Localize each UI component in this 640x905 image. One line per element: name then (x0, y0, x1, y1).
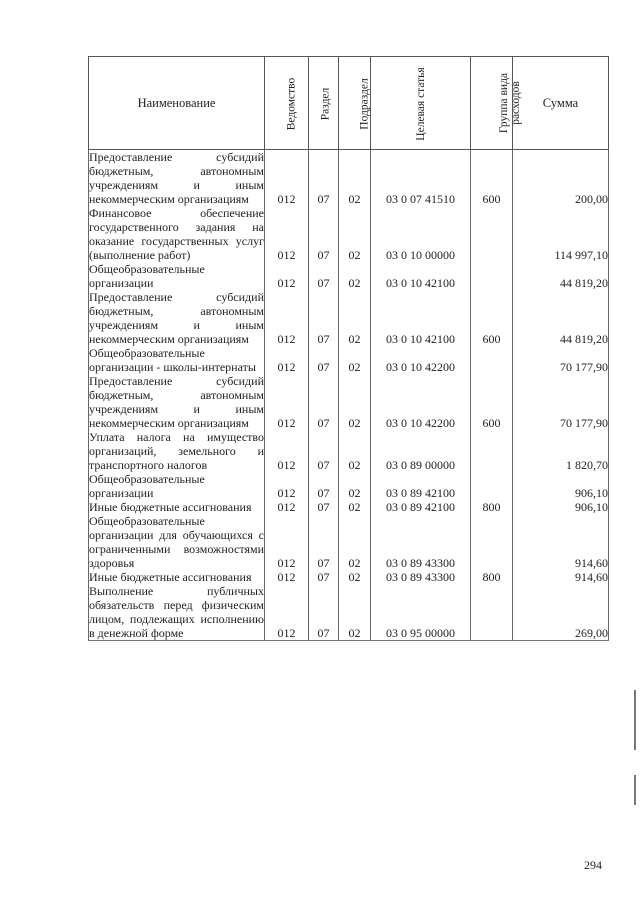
scan-edge-mark (634, 775, 636, 805)
page-number: 294 (584, 858, 602, 872)
row-target-item: 03 0 10 42200 (371, 346, 471, 374)
row-section: 07 (309, 500, 339, 514)
row-department: 012 (265, 570, 309, 584)
row-amount: 1 820,70 (513, 430, 609, 472)
table-row (89, 500, 609, 514)
row-department: 012 (265, 346, 309, 374)
row-subsection: 02 (339, 430, 371, 472)
row-section: 07 (309, 346, 339, 374)
header-department: Ведомство (265, 57, 309, 150)
row-department: 012 (265, 584, 309, 641)
header-subsection: Подраздел (339, 57, 371, 150)
row-expense-group: 600 (471, 374, 513, 430)
row-target-item: 03 0 89 42100 (371, 472, 471, 500)
row-subsection: 02 (339, 206, 371, 262)
row-subsection: 02 (339, 584, 371, 641)
row-name: Общеобразовательные организации для обучающихся с ограниченными возможностями здоровья (89, 514, 264, 570)
row-expense-group: 800 (471, 500, 513, 514)
row-target-item: 03 0 07 41510 (371, 150, 471, 207)
row-department: 012 (265, 290, 309, 346)
row-name: Уплата налога на имущество организаций, земельного и транспортного налогов (89, 430, 264, 472)
row-subsection: 02 (339, 346, 371, 374)
row-subsection: 02 (339, 570, 371, 584)
header-amount: Сумма (513, 57, 609, 150)
table-row (89, 150, 609, 207)
row-name: Общеобразовательные организации (89, 262, 265, 290)
row-expense-group (471, 430, 513, 472)
row-subsection: 02 (339, 514, 371, 570)
row-amount: 906,10 (513, 472, 609, 500)
row-section: 07 (309, 262, 339, 290)
table-row (89, 430, 609, 472)
table-row (89, 290, 609, 346)
table-row (89, 514, 609, 570)
row-amount: 200,00 (513, 150, 609, 207)
row-section: 07 (309, 374, 339, 430)
row-expense-group (471, 584, 513, 641)
table-row (89, 262, 609, 290)
row-section: 07 (309, 430, 339, 472)
row-amount: 44 819,20 (513, 290, 609, 346)
row-name: Предоставление субсидий бюджетным, автономным учреждениям и иным некоммерческим организациям (89, 290, 264, 346)
row-expense-group: 600 (471, 150, 513, 207)
row-name: Предоставление субсидий бюджетным, автономным учреждениям и иным некоммерческим организациям (89, 150, 264, 206)
row-amount: 906,10 (513, 500, 609, 514)
row-subsection: 02 (339, 150, 371, 207)
row-department: 012 (265, 262, 309, 290)
row-department: 012 (265, 514, 309, 570)
row-expense-group: 800 (471, 570, 513, 584)
row-expense-group (471, 514, 513, 570)
row-expense-group (471, 346, 513, 374)
row-section: 07 (309, 472, 339, 500)
row-expense-group (471, 262, 513, 290)
row-target-item: 03 0 10 42100 (371, 262, 471, 290)
row-name: Финансовое обеспечение государственного задания на оказание государственных услуг (выполнение работ) (89, 206, 264, 262)
table-body (89, 150, 609, 641)
row-section: 07 (309, 584, 339, 641)
row-amount: 70 177,90 (513, 346, 609, 374)
table-row (89, 472, 609, 500)
row-department: 012 (265, 150, 309, 207)
row-amount: 44 819,20 (513, 262, 609, 290)
header-name: Наименование (89, 57, 265, 150)
row-amount: 914,60 (513, 514, 609, 570)
header-expense-group: Группа вида расходов (471, 57, 513, 150)
row-subsection: 02 (339, 262, 371, 290)
row-target-item: 03 0 89 00000 (371, 430, 471, 472)
row-target-item: 03 0 10 42200 (371, 374, 471, 430)
row-name: Предоставление субсидий бюджетным, автономным учреждениям и иным некоммерческим организациям (89, 374, 264, 430)
row-target-item: 03 0 89 42100 (371, 500, 471, 514)
row-amount: 269,00 (513, 584, 609, 641)
table-row (89, 346, 609, 374)
row-department: 012 (265, 374, 309, 430)
row-name: Иные бюджетные ассигнования (89, 500, 265, 514)
table-row (89, 584, 609, 641)
row-department: 012 (265, 430, 309, 472)
row-amount: 914,60 (513, 570, 609, 584)
row-amount: 70 177,90 (513, 374, 609, 430)
row-target-item: 03 0 10 42100 (371, 290, 471, 346)
row-target-item: 03 0 10 00000 (371, 206, 471, 262)
row-section: 07 (309, 514, 339, 570)
row-subsection: 02 (339, 374, 371, 430)
row-section: 07 (309, 570, 339, 584)
table-header-row (89, 57, 609, 150)
row-department: 012 (265, 472, 309, 500)
row-name: Выполнение публичных обязательств перед физическим лицом, подлежащих исполнению в денежной форме (89, 584, 264, 640)
row-section: 07 (309, 150, 339, 207)
row-expense-group: 600 (471, 290, 513, 346)
header-target-item: Целевая статья (371, 57, 471, 150)
row-department: 012 (265, 500, 309, 514)
row-section: 07 (309, 206, 339, 262)
row-department: 012 (265, 206, 309, 262)
header-section: Раздел (309, 57, 339, 150)
table-row (89, 570, 609, 584)
row-subsection: 02 (339, 472, 371, 500)
budget-table (88, 56, 609, 641)
row-section: 07 (309, 290, 339, 346)
row-subsection: 02 (339, 290, 371, 346)
row-target-item: 03 0 95 00000 (371, 584, 471, 641)
row-subsection: 02 (339, 500, 371, 514)
row-expense-group (471, 206, 513, 262)
row-name: Общеобразовательные организации - школы-интернаты (89, 346, 265, 374)
scan-edge-mark (634, 690, 636, 750)
row-amount: 114 997,10 (513, 206, 609, 262)
row-target-item: 03 0 89 43300 (371, 570, 471, 584)
table-row (89, 206, 609, 262)
row-expense-group (471, 472, 513, 500)
row-name: Общеобразовательные организации (89, 472, 265, 500)
row-target-item: 03 0 89 43300 (371, 514, 471, 570)
row-name: Иные бюджетные ассигнования (89, 570, 265, 584)
table-row (89, 374, 609, 430)
